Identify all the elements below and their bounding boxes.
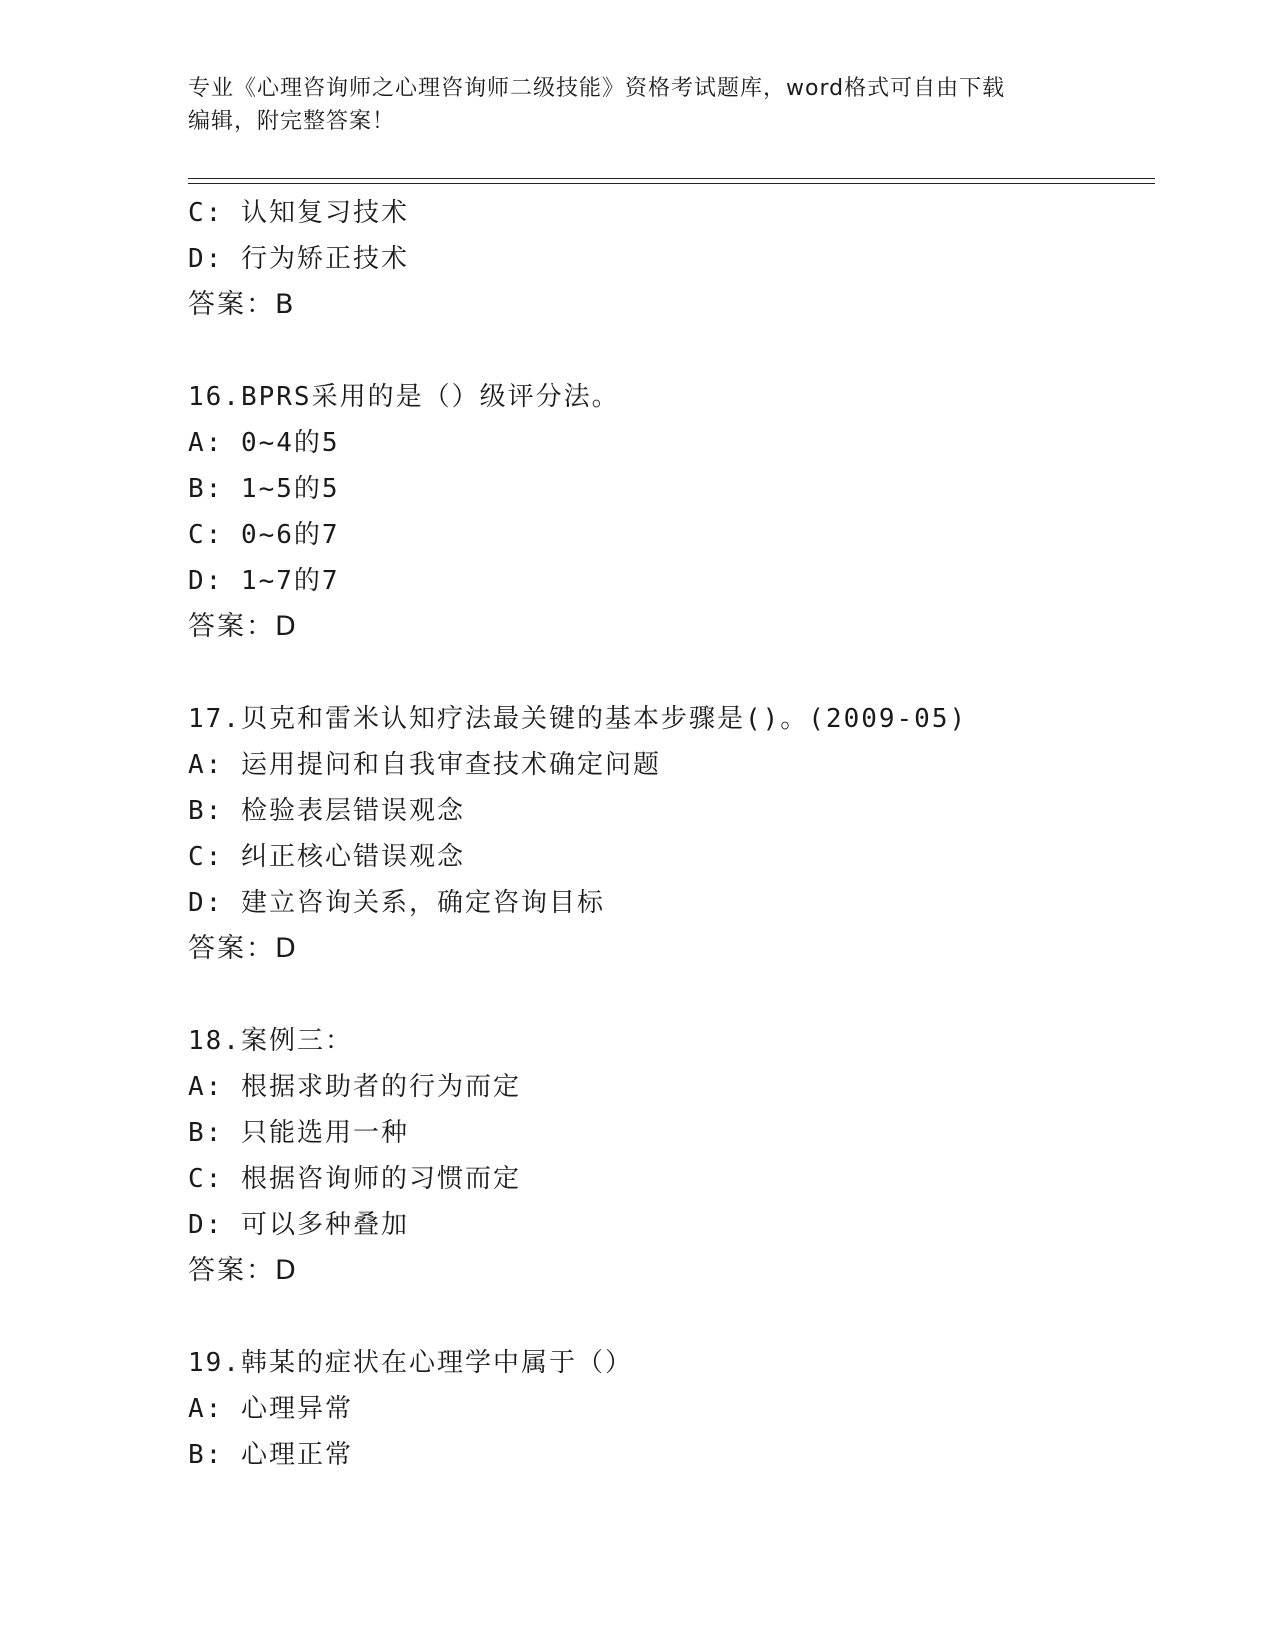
- header-line-2: 编辑，附完整答案！: [188, 109, 396, 134]
- option-item: C : 认知复习技术: [188, 190, 1148, 236]
- option-item: A : 根据求助者的行为而定: [188, 1064, 1148, 1110]
- header-divider-top: [188, 178, 1155, 179]
- question-list: [188, 190, 1148, 1478]
- answer-line: 答案：D: [188, 933, 298, 964]
- answer-line: 答案：B: [188, 289, 296, 320]
- option-item: B : 只能选用一种: [188, 1110, 1148, 1156]
- option-item: A : 心理异常: [188, 1386, 1148, 1432]
- question-stem: 19.韩某的症状在心理学中属于（）: [188, 1348, 633, 1378]
- option-item: B : 1~5的5: [188, 466, 1148, 512]
- option-item: D : 可以多种叠加: [188, 1202, 1148, 1248]
- option-item: D : 建立咨询关系，确定咨询目标: [188, 880, 1148, 926]
- option-item: A : 0~4的5: [188, 420, 1148, 466]
- question-stem: 16.BPRS采用的是（）级评分法。: [188, 382, 620, 412]
- question-stem: 18.案例三：: [188, 1026, 353, 1056]
- header-divider-bottom: [188, 183, 1155, 184]
- option-item: C : 纠正核心错误观念: [188, 834, 1148, 880]
- answer-line: 答案：D: [188, 1255, 298, 1286]
- option-item: B : 心理正常: [188, 1432, 1148, 1478]
- option-item: D : 行为矫正技术: [188, 236, 1148, 282]
- option-item: D : 1~7的7: [188, 558, 1148, 604]
- option-item: C : 根据咨询师的习惯而定: [188, 1156, 1148, 1202]
- document-header: [188, 72, 1068, 138]
- answer-line: 答案：D: [188, 611, 298, 642]
- header-line-1: 专业《心理咨询师之心理咨询师二级技能》资格考试题库，word格式可自由下载: [188, 76, 1006, 101]
- option-item: A : 运用提问和自我审查技术确定问题: [188, 742, 1148, 788]
- option-item: B : 检验表层错误观念: [188, 788, 1148, 834]
- option-item: C : 0~6的7: [188, 512, 1148, 558]
- question-stem: 17.贝克和雷米认知疗法最关键的基本步骤是()。(2009-05): [188, 704, 968, 734]
